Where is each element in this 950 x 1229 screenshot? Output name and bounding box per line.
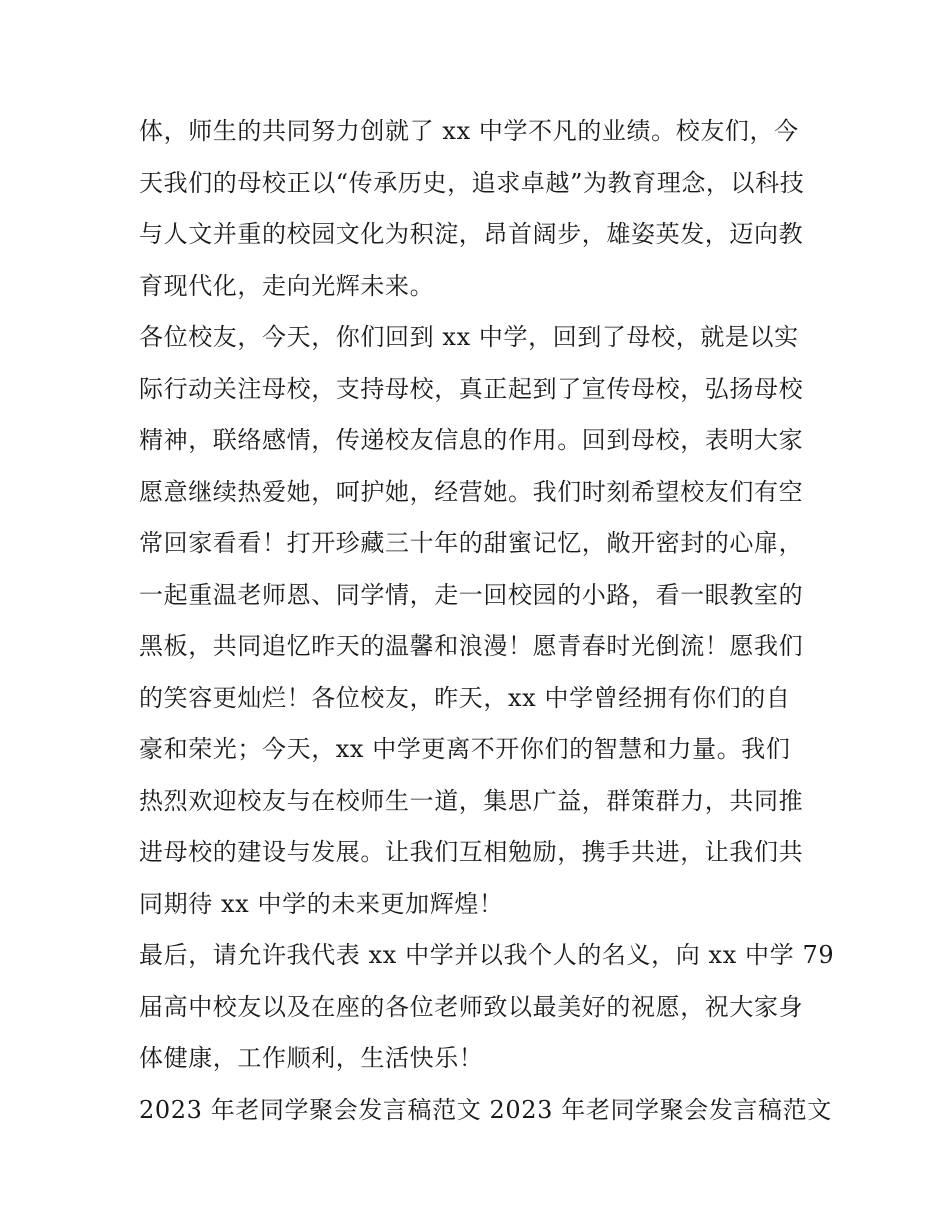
text-line: 体，师生的共同努力创就了 xx 中学不凡的业绩。校友们，今 [139,117,799,145]
text-line: 进母校的建设与发展。让我们互相勉励，携手共进，让我们共 [139,838,804,866]
text-line: 黑板，共同追忆昨天的温馨和浪漫！愿青春时光倒流！愿我们 [139,632,804,660]
text-line: 愿意继续热爱她，呵护她，经营她。我们时刻希望校友们有空 [139,477,804,506]
text-line: 2023 年老同学聚会发言稿范文 2023 年老同学聚会发言稿范文 [139,1095,832,1124]
text-line: 热烈欢迎校友与在校师生一道，集思广益，群策群力，共同推 [139,786,804,815]
text-line: 精神，联络感情，传递校友信息的作用。回到母校，表明大家 [139,426,804,454]
text-line: 天我们的母校正以“传承历史，追求卓越”为教育理念，以科技 [139,168,805,197]
text-line: 体健康，工作顺利，生活快乐！ [139,1044,484,1072]
text-line: 各位校友，今天，你们回到 xx 中学，回到了母校，就是以实 [139,323,799,351]
text-line: 届高中校友以及在座的各位老师致以最美好的祝愿，祝大家身 [139,992,804,1021]
text-line: 际行动关注母校，支持母校，真正起到了宣传母校，弘扬母校 [139,374,804,403]
text-line: 一起重温老师恩、同学情，走一回校园的小路，看一眼教室的 [139,580,804,609]
text-line: 与人文并重的校园文化为积淀，昂首阔步，雄姿英发，迈向教 [139,220,804,248]
text-line: 同期待 xx 中学的未来更加辉煌！ [139,889,504,918]
text-line: 的笑容更灿烂！各位校友，昨天，xx 中学曾经拥有你们的自 [139,683,791,712]
text-line: 常回家看看！打开珍藏三十年的甜蜜记忆，敞开密封的心扉， [139,529,804,557]
text-line: 育现代化，走向光辉未来。 [139,271,435,300]
text-line: 最后，请允许我代表 xx 中学并以我个人的名义，向 xx 中学 79 [139,941,835,969]
text-line: 豪和荣光；今天，xx 中学更离不开你们的智慧和力量。我们 [139,735,791,763]
document-body [139,106,835,1136]
